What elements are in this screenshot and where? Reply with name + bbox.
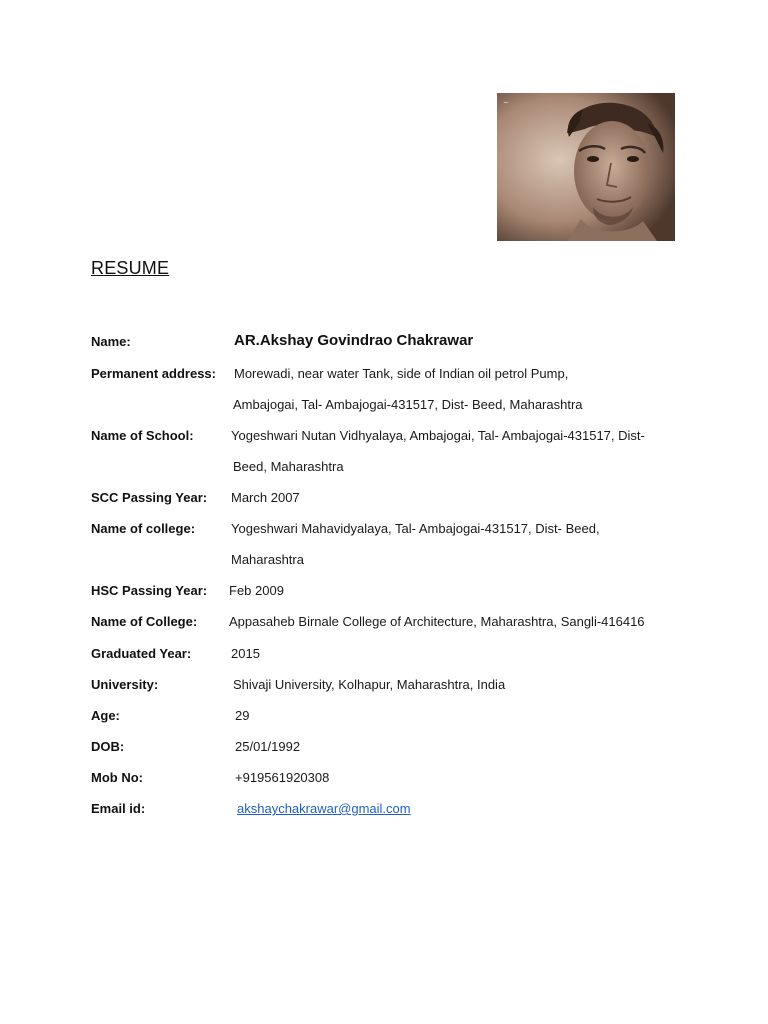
mob-label: Mob No: xyxy=(91,770,143,785)
age-label: Age: xyxy=(91,708,120,723)
school-line1: Yogeshwari Nutan Vidhyalaya, Ambajogai, Tal- Ambajogai-431517, Dist- xyxy=(231,428,645,443)
permanent-address-line1: Morewadi, near water Tank, side of Indian oil petrol Pump, xyxy=(234,366,569,381)
scc-year-value: March 2007 xyxy=(231,490,300,505)
name-label: Name: xyxy=(91,334,131,349)
mob-value: +919561920308 xyxy=(235,770,330,785)
college-label: Name of college: xyxy=(91,521,196,536)
profile-photo xyxy=(497,93,675,241)
college-line1: Yogeshwari Mahavidyalaya, Tal- Ambajogai-431517, Dist- Beed, xyxy=(231,521,600,536)
graduated-year-label: Graduated Year: xyxy=(91,646,192,661)
svg-text:~: ~ xyxy=(503,99,509,107)
hsc-year-label: HSC Passing Year: xyxy=(91,583,208,598)
email-label: Email id: xyxy=(91,801,146,816)
architecture-college-value: Appasaheb Birnale College of Architecture, Maharashtra, Sangli-416416 xyxy=(229,614,645,629)
resume-heading: RESUME xyxy=(91,258,170,278)
email-link[interactable]: akshaychakrawar@gmail.com xyxy=(237,801,411,816)
permanent-address-label: Permanent address: xyxy=(91,366,216,381)
graduated-year-value: 2015 xyxy=(231,646,260,661)
college-line2: Maharashtra xyxy=(231,552,304,567)
scc-year-label: SCC Passing Year: xyxy=(91,490,208,505)
age-value: 29 xyxy=(235,708,250,723)
architecture-college-label: Name of College: xyxy=(91,614,198,629)
permanent-address-line2: Ambajogai, Tal- Ambajogai-431517, Dist- Beed, Maharashtra xyxy=(233,397,583,412)
university-label: University: xyxy=(91,677,159,692)
school-line2: Beed, Maharashtra xyxy=(233,459,344,474)
hsc-year-value: Feb 2009 xyxy=(229,583,284,598)
dob-value: 25/01/1992 xyxy=(235,739,301,754)
dob-label: DOB: xyxy=(91,739,125,754)
university-value: Shivaji University, Kolhapur, Maharashtra, India xyxy=(233,677,506,692)
school-label: Name of School: xyxy=(91,428,194,443)
name-value: AR.Akshay Govindrao Chakrawar xyxy=(234,332,474,349)
